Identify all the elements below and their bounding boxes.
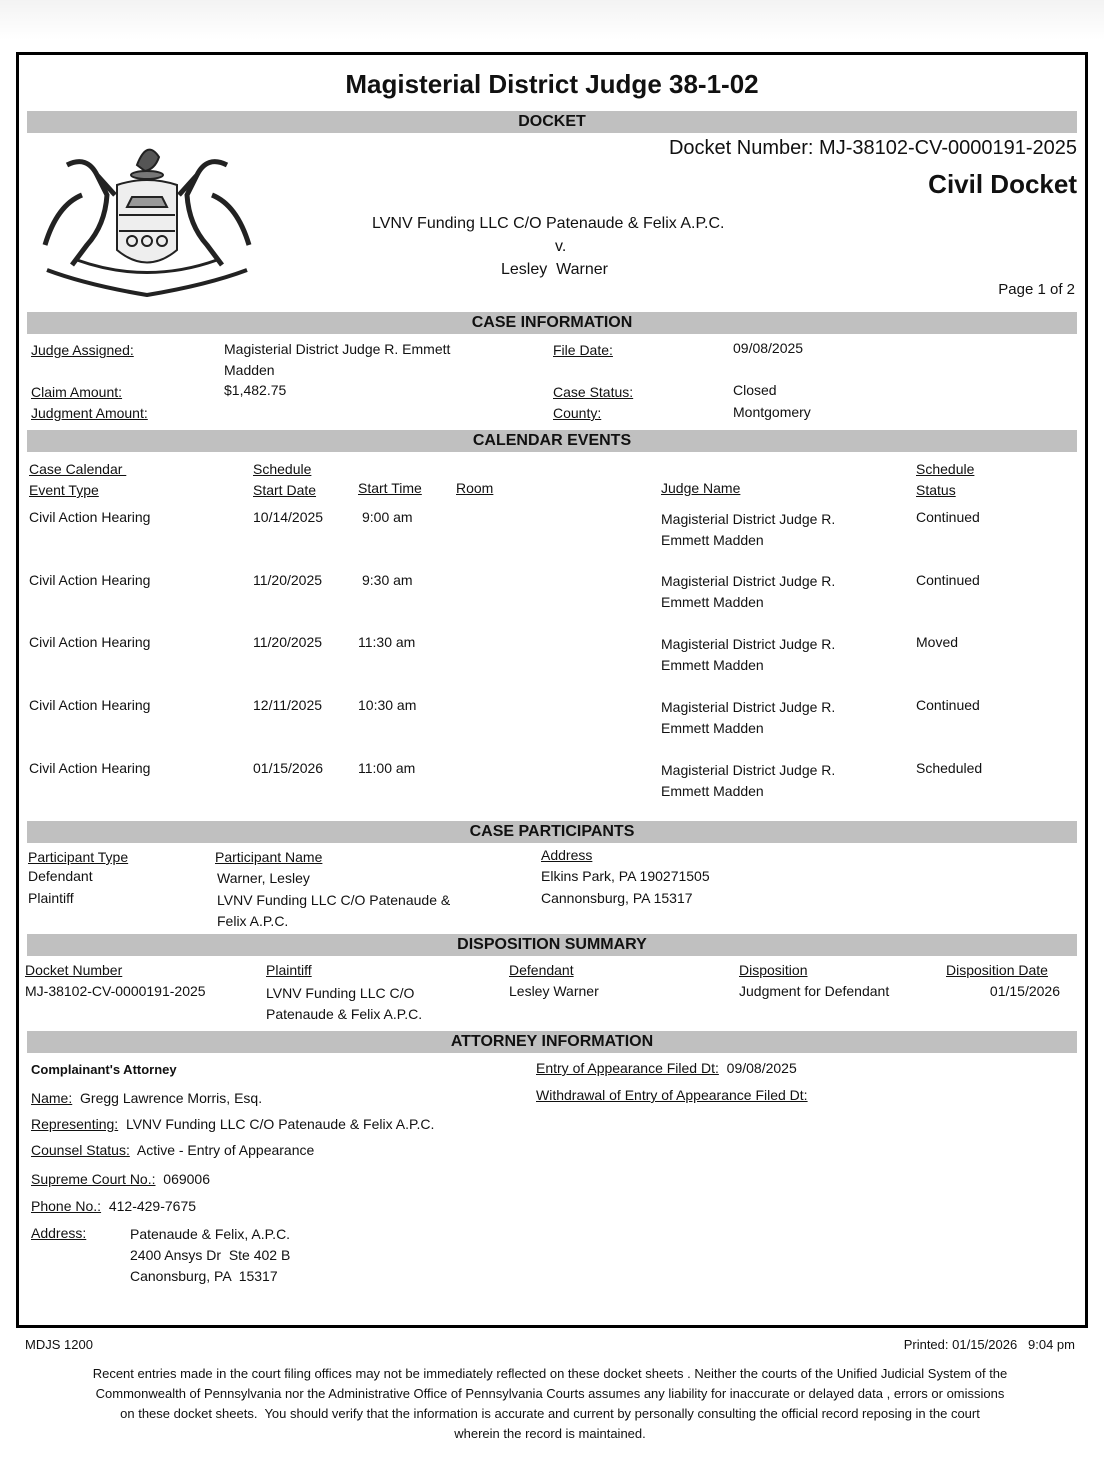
address-line3: Canonsburg, PA 15317 [130, 1268, 278, 1284]
event-type: Civil Action Hearing [29, 697, 151, 713]
disposition-summary-heading: DISPOSITION SUMMARY [27, 934, 1077, 956]
case-status-label: Case Status: [553, 384, 634, 400]
col-disposition: Disposition [739, 962, 808, 978]
caption-plaintiff: LVNV Funding LLC C/O Patenaude & Felix A.P.C. [372, 215, 725, 232]
col-event-type-2: Event Type [29, 482, 99, 498]
disposition-date: 01/15/2026 [989, 983, 1060, 999]
attorney-name-label: Name: [31, 1090, 73, 1106]
col-status-1: Schedule [916, 461, 975, 477]
docket-sheet [16, 52, 1088, 1328]
docket-number: MJ-38102-CV-0000191-2025 [819, 137, 1077, 159]
event-type: Civil Action Hearing [29, 634, 151, 650]
event-start-time: 10:30 am [358, 697, 417, 713]
docket-number-label: Docket Number: [668, 137, 814, 159]
col-plaintiff: Plaintiff [266, 962, 312, 978]
event-start-time: 11:30 am [358, 634, 416, 650]
event-start-date: 11/20/2025 [253, 634, 323, 650]
col-start-time: Start Time [358, 480, 422, 496]
col-event-type-1: Case Calendar [29, 461, 127, 477]
event-judge-line1: Magisterial District Judge R. [661, 762, 836, 778]
counsel-status-label: Counsel Status: [31, 1142, 130, 1158]
address-label: Address: [31, 1225, 87, 1241]
printed-timestamp: Printed: 01/15/2026 9:04 pm [903, 1337, 1075, 1352]
event-status: Continued [916, 697, 980, 713]
event-status: Moved [916, 634, 959, 650]
event-start-time: 9:30 am [362, 572, 413, 588]
participant-name-line2: Felix A.P.C. [217, 913, 289, 929]
col-disposition-date: Disposition Date [946, 962, 1048, 978]
event-judge-line2: Emmett Madden [661, 594, 764, 610]
phone-label: Phone No.: [31, 1198, 102, 1214]
address-line1: Patenaude & Felix, A.P.C. [130, 1226, 291, 1242]
event-start-date: 01/15/2026 [253, 760, 324, 776]
case-status: Closed [733, 382, 777, 398]
attorney-role: Complainant's Attorney [31, 1062, 177, 1077]
page-top-margin [0, 0, 1104, 40]
phone-line [31, 1198, 196, 1214]
participant-name: Warner, Lesley [217, 870, 310, 886]
counsel-status-line [31, 1142, 314, 1158]
col-docket-number: Docket Number [25, 962, 123, 978]
entry-of-appearance-line [536, 1060, 797, 1076]
disclaimer-line: wherein the record is maintained. [454, 1426, 646, 1441]
pennsylvania-seal-icon [27, 135, 267, 303]
disclaimer-line: on these docket sheets. You should verify that the information is accurate and current by personally consulting the official record reposing in the court [120, 1406, 980, 1421]
disposition-plaintiff-line2: Patenaude & Felix A.P.C. [266, 1006, 423, 1022]
disposition-docket-number: MJ-38102-CV-0000191-2025 [25, 983, 206, 999]
docket-band: DOCKET [27, 111, 1077, 133]
participant-type: Defendant [28, 868, 93, 884]
event-status: Continued [916, 509, 980, 525]
attorney-name: Gregg Lawrence Morris, Esq. [80, 1090, 263, 1106]
event-start-time: 11:00 am [358, 760, 416, 776]
counsel-status: Active - Entry of Appearance [136, 1142, 315, 1158]
col-judge-name: Judge Name [661, 480, 741, 496]
col-participant-address: Address [541, 847, 593, 863]
attorney-representing: LVNV Funding LLC C/O Patenaude & Felix A.P.C. [125, 1116, 435, 1132]
participant-address: Cannonsburg, PA 15317 [541, 890, 693, 906]
court-title: Magisterial District Judge 38-1-02 [345, 69, 759, 99]
event-judge-line2: Emmett Madden [661, 532, 764, 548]
caption-versus: v. [555, 238, 567, 255]
event-start-date: 11/20/2025 [253, 572, 323, 588]
disclaimer [60, 1364, 1040, 1444]
file-date-label: File Date: [553, 342, 613, 358]
case-information-heading: CASE INFORMATION [27, 312, 1077, 334]
event-judge-line1: Magisterial District Judge R. [661, 636, 836, 652]
event-start-time: 9:00 am [362, 509, 413, 525]
claim-amount: $1,482.75 [224, 382, 287, 398]
event-judge-line2: Emmett Madden [661, 657, 764, 673]
attorney-information-heading: ATTORNEY INFORMATION [27, 1031, 1077, 1053]
judge-assigned-line2: Madden [224, 362, 275, 378]
participant-name: LVNV Funding LLC C/O Patenaude & [217, 892, 451, 908]
event-type: Civil Action Hearing [29, 572, 151, 588]
supreme-court-no: 069006 [163, 1171, 210, 1187]
event-judge-line1: Magisterial District Judge R. [661, 511, 836, 527]
col-room: Room [456, 480, 494, 496]
event-judge-line1: Magisterial District Judge R. [661, 573, 836, 589]
attorney-representing-line [31, 1116, 434, 1132]
event-judge-line2: Emmett Madden [661, 720, 764, 736]
event-type: Civil Action Hearing [29, 509, 151, 525]
supreme-court-line [31, 1171, 210, 1187]
disclaimer-line: Recent entries made in the court filing offices may not be immediately reflected on these docket sheets . Neither the courts of the Unified Judicial System of the [92, 1366, 1008, 1381]
col-start-date-2: Start Date [253, 482, 317, 498]
disclaimer-line: Commonwealth of Pennsylvania nor the Administrative Office of Pennsylvania Courts assumes any liability for inaccurate or delayed data , errors or omissions [95, 1386, 1005, 1401]
event-judge-line1: Magisterial District Judge R. [661, 699, 836, 715]
judge-assigned-line1: Magisterial District Judge R. Emmett [224, 341, 451, 357]
event-type: Civil Action Hearing [29, 760, 151, 776]
disposition-defendant: Lesley Warner [509, 983, 599, 999]
judge-assigned-label: Judge Assigned: [31, 342, 134, 358]
page-indicator: Page 1 of 2 [998, 281, 1075, 298]
phone: 412-429-7675 [108, 1198, 197, 1214]
county: Montgomery [733, 404, 811, 420]
event-status: Scheduled [916, 760, 983, 776]
event-status: Continued [916, 572, 980, 588]
participant-address: Elkins Park, PA 190271505 [541, 868, 710, 884]
col-status-2: Status [916, 482, 956, 498]
withdrawal-line [536, 1087, 808, 1103]
col-participant-type: Participant Type [28, 849, 129, 865]
claim-amount-label: Claim Amount: [31, 384, 123, 400]
disposition-result: Judgment for Defendant [739, 983, 890, 999]
withdrawal-label: Withdrawal of Entry of Appearance Filed Dt: [536, 1087, 808, 1103]
docket-type: Civil Docket [928, 169, 1077, 199]
event-start-date: 10/14/2025 [253, 509, 324, 525]
entry-of-appearance-label: Entry of Appearance Filed Dt: [536, 1060, 719, 1076]
county-label: County: [553, 405, 602, 421]
entry-of-appearance-date: 09/08/2025 [726, 1060, 797, 1076]
file-date: 09/08/2025 [733, 340, 804, 356]
case-participants-heading: CASE PARTICIPANTS [27, 821, 1077, 843]
caption-defendant: Lesley Warner [501, 261, 608, 278]
calendar-events-heading: CALENDAR EVENTS [27, 430, 1077, 452]
supreme-court-label: Supreme Court No.: [31, 1171, 156, 1187]
docket-number-line [669, 137, 1077, 160]
event-start-date: 12/11/2025 [253, 697, 323, 713]
address-line2: 2400 Ansys Dr Ste 402 B [130, 1247, 291, 1263]
col-defendant: Defendant [509, 962, 574, 978]
disposition-plaintiff-line1: LVNV Funding LLC C/O [266, 985, 415, 1001]
event-judge-line2: Emmett Madden [661, 783, 764, 799]
judgment-amount-label: Judgment Amount: [31, 405, 148, 421]
attorney-representing-label: Representing: [31, 1116, 119, 1132]
participant-type: Plaintiff [28, 890, 74, 906]
form-id: MDJS 1200 [25, 1337, 93, 1352]
col-start-date-1: Schedule [253, 461, 312, 477]
col-participant-name: Participant Name [215, 849, 323, 865]
attorney-name-line [31, 1090, 262, 1106]
